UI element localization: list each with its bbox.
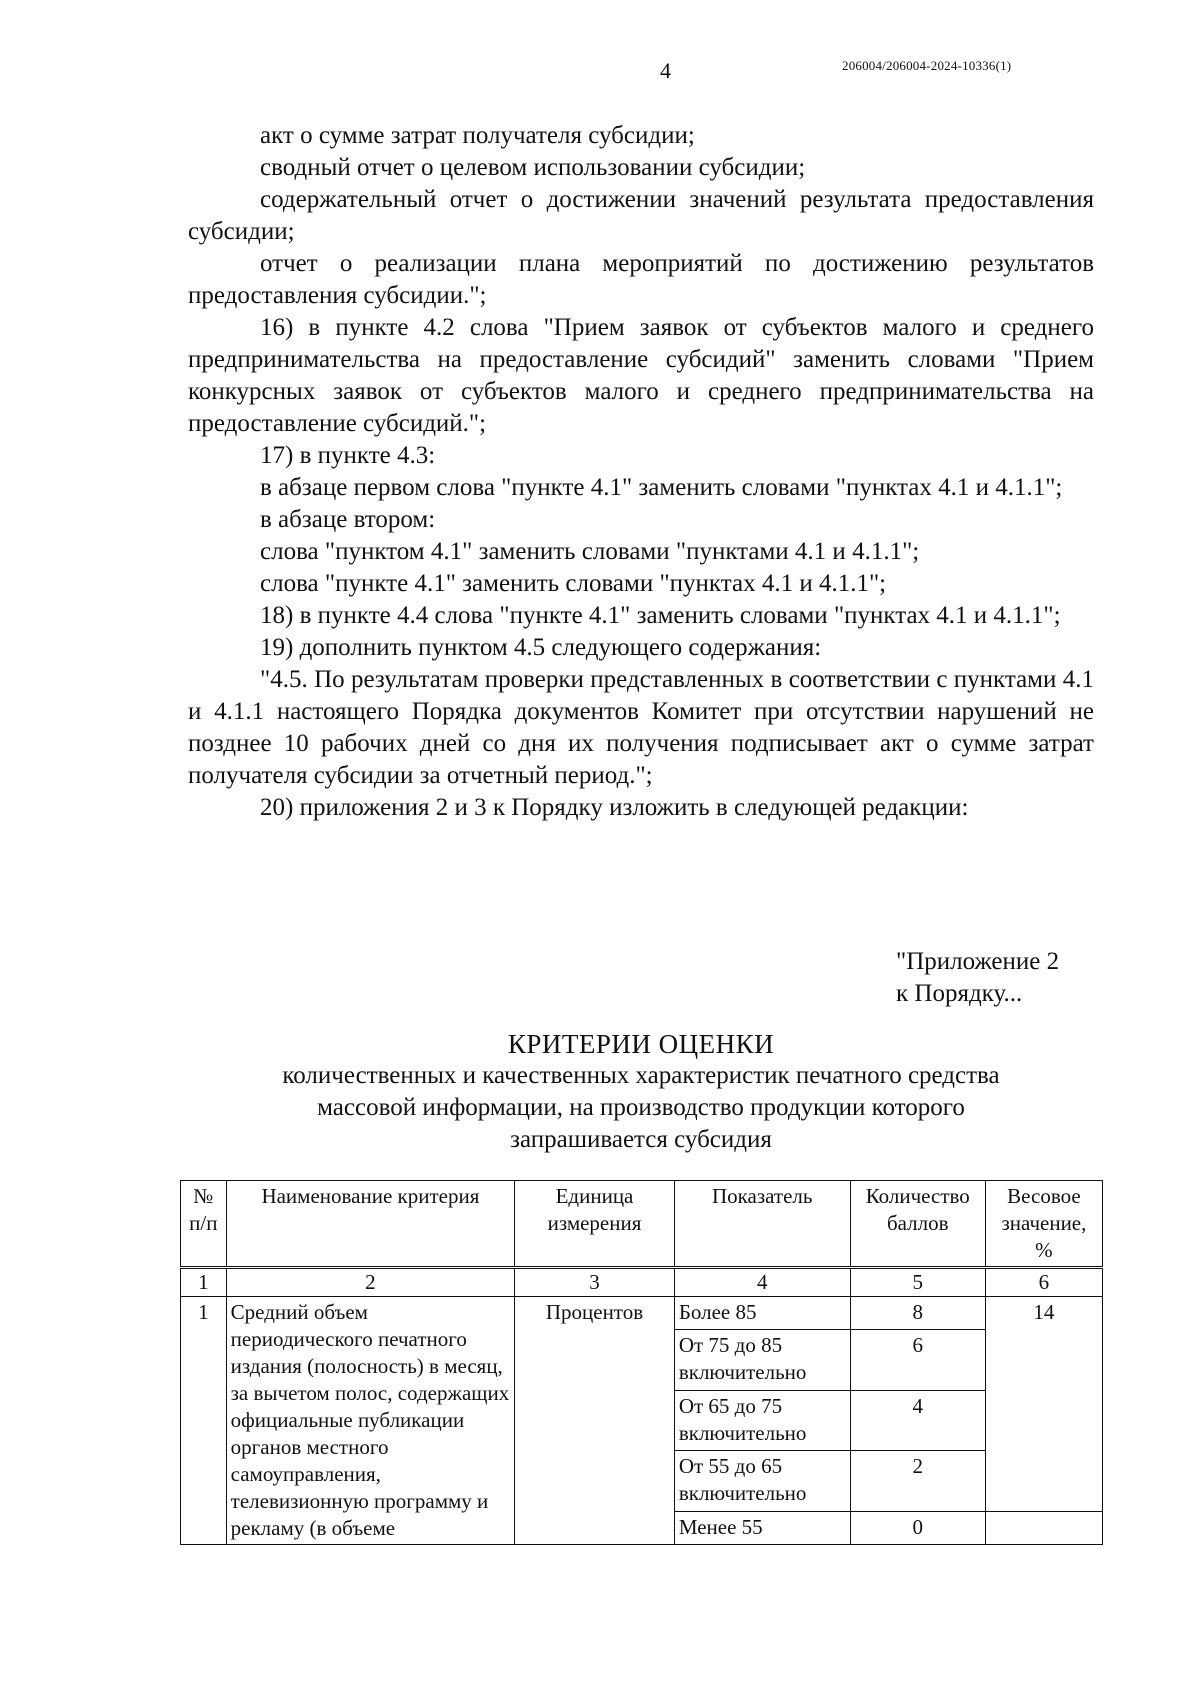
header-weight bbox=[985, 1181, 1102, 1268]
header-text: Весовое bbox=[1007, 1184, 1081, 1208]
indicator-cell: От 55 до 65 включительно bbox=[674, 1451, 850, 1512]
header-indicator: Показатель bbox=[674, 1181, 850, 1268]
paragraph: 17) в пункте 4.3: bbox=[260, 442, 436, 469]
table-row bbox=[181, 1297, 1103, 1330]
paragraph: в абзаце втором: bbox=[260, 506, 436, 533]
paragraph: отчет о реализации плана мероприятий по достижению результатов предоставления субсидии."; bbox=[188, 250, 1094, 309]
paragraph: акт о сумме затрат получателя субсидии; bbox=[260, 122, 695, 149]
paragraph: сводный отчет о целевом использовании субсидии; bbox=[260, 154, 806, 181]
column-number: 4 bbox=[674, 1268, 850, 1297]
paragraph: слова "пунктом 4.1" заменить словами "пунктами 4.1 и 4.1.1"; bbox=[260, 538, 920, 565]
paragraph: "4.5. По результатам проверки представленных в соответствии с пунктами 4.1 и 4.1.1 настоящего Порядка документов Комитет при отсутствии нарушений не позднее 10 рабочих дней со дня их получения подписывает акт о сумме затрат получателя субсидии за отчетный период."; bbox=[188, 666, 1094, 789]
points-cell: 2 bbox=[850, 1451, 985, 1512]
header-number bbox=[181, 1181, 227, 1268]
indicator-cell: Более 85 bbox=[674, 1297, 850, 1330]
header-unit bbox=[515, 1181, 675, 1268]
criterion-name: Средний объем периодического печатного издания (полосность) в месяц, за вычетом полос, содержащих официальные публикации органов местного самоуправления, телевизионную программу и рекламу (в объеме bbox=[226, 1297, 515, 1545]
paragraph: 19) дополнить пунктом 4.5 следующего содержания: bbox=[260, 634, 822, 661]
indicator-cell: От 75 до 85 включительно bbox=[674, 1329, 850, 1390]
paragraph: 18) в пункте 4.4 слова "пункте 4.1" заменить словами "пунктах 4.1 и 4.1.1"; bbox=[260, 602, 1061, 629]
paragraph: в абзаце первом слова "пункте 4.1" заменить словами "пунктах 4.1 и 4.1.1"; bbox=[260, 474, 1063, 501]
empty-weight-cell bbox=[985, 1512, 1102, 1545]
points-cell: 8 bbox=[850, 1297, 985, 1330]
page-number: 4 bbox=[660, 58, 671, 83]
paragraph: содержательный отчет о достижении значений результата предоставления субсидии; bbox=[188, 186, 1094, 245]
header-points bbox=[850, 1181, 985, 1268]
criteria-table bbox=[180, 1180, 1103, 1545]
points-cell: 4 bbox=[850, 1390, 985, 1451]
header-text: Единица bbox=[555, 1184, 634, 1208]
indicator-cell: Менее 55 bbox=[674, 1512, 850, 1545]
criteria-subtitle: количественных и качественных характеристик печатного средства bbox=[282, 1062, 1000, 1089]
row-number: 1 bbox=[181, 1297, 227, 1545]
column-number: 1 bbox=[181, 1268, 227, 1297]
header-text: значение, bbox=[1001, 1211, 1087, 1235]
column-number: 6 bbox=[985, 1268, 1102, 1297]
document-id: 206004/206004-2024-10336(1) bbox=[842, 58, 1012, 73]
criteria-title-block bbox=[188, 1028, 1094, 1156]
unit-cell: Процентов bbox=[515, 1297, 675, 1545]
paragraph: 20) приложения 2 и 3 к Порядку изложить в следующей редакции: bbox=[260, 794, 969, 821]
header-text: измерения bbox=[547, 1211, 642, 1235]
header-text: Количество bbox=[865, 1184, 970, 1208]
table-header-row bbox=[181, 1181, 1103, 1268]
points-cell: 0 bbox=[850, 1512, 985, 1545]
appendix-line: к Порядку... bbox=[896, 980, 1023, 1007]
column-number: 5 bbox=[850, 1268, 985, 1297]
column-number: 3 bbox=[515, 1268, 675, 1297]
paragraph: 16) в пункте 4.2 слова "Прием заявок от субъектов малого и среднего предпринимательства на предоставление субсидий" заменить словами "Прием конкурсных заявок от субъектов малого и среднего предпринимательства на предоставление субсидий."; bbox=[188, 314, 1094, 437]
criteria-subtitle: массовой информации, на производство продукции которого bbox=[317, 1094, 965, 1121]
indicator-cell: От 65 до 75 включительно bbox=[674, 1390, 850, 1451]
criteria-heading: КРИТЕРИИ ОЦЕНКИ bbox=[507, 1029, 775, 1059]
column-number-row bbox=[181, 1268, 1103, 1297]
document-body bbox=[188, 120, 1094, 824]
criteria-subtitle: запрашивается субсидия bbox=[510, 1126, 772, 1153]
weight-cell: 14 bbox=[985, 1297, 1102, 1512]
appendix-reference bbox=[896, 946, 1059, 1010]
paragraph: слова "пункте 4.1" заменить словами "пунктах 4.1 и 4.1.1"; bbox=[260, 570, 887, 597]
header-text: баллов bbox=[886, 1211, 949, 1235]
column-number: 2 bbox=[226, 1268, 515, 1297]
header-name: Наименование критерия bbox=[226, 1181, 515, 1268]
points-cell: 6 bbox=[850, 1329, 985, 1390]
appendix-line: "Приложение 2 bbox=[896, 948, 1060, 975]
header-text: % bbox=[1035, 1238, 1053, 1262]
header-text: № bbox=[193, 1184, 214, 1208]
header-text: п/п bbox=[189, 1211, 218, 1235]
